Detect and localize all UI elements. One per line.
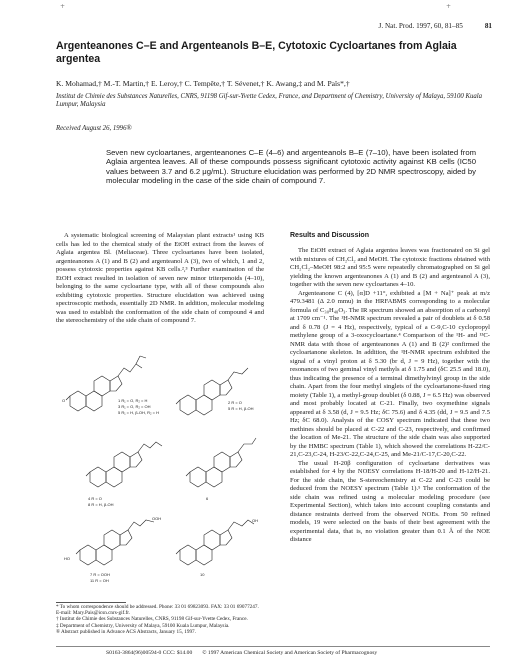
label-ho: HO xyxy=(64,556,70,561)
label-compound-10: 10 xyxy=(200,572,205,577)
copyright: © 1997 American Chemical Society and American Society of Pharmacognosy xyxy=(202,650,378,656)
results-paragraph-1: The EtOH extract of Aglaia argentea leaves was fractionated on Si gel with mixtures of CH₂Cl₂ and MeOH. The cytotoxic fractions obtained with CH₂Cl₂–MeOH 98:2 and 95:5 were repeatedly chromatographed on Si gel yielding the known argenteanones A (1) and B (2) and argenteanol A (3), together with the seven new cycloartanes 4–10. xyxy=(290,247,490,288)
label-compound-7: 7 R = OOH xyxy=(90,572,110,577)
doc-code: S0163-3864(96)00594-0 CCC: $14.00 xyxy=(106,650,193,656)
footnote-correspondence: * To whom correspondence should be addressed. Phone: 33 01 69823093. FAX: 33 01 69077247. E-mail: Mary.Pais@icsn.cnrs-gif.fr. xyxy=(56,604,259,617)
structure-labels xyxy=(62,398,258,583)
footnote-affiliation-1: † Institut de Chimie des Substances Naturelles, CNRS, 91198 Gif-sur-Yvette Cedex, France. xyxy=(56,616,248,623)
footnote-rule xyxy=(56,602,126,603)
structure-4-8 xyxy=(86,442,162,487)
label-compound-5b: 5 R = H, β-OH xyxy=(228,406,254,411)
registration-mark: + xyxy=(60,3,66,10)
abstract: Seven new cycloartanes, argenteanones C–E (4–6) and argenteanols B–E (7–10), have been isolated from Aglaia argentea leaves. All of these compounds possess significant cytotoxic activity against KB cells (IC50 values between 3.7 and 6.2 μg/mL). Structure elucidation was performed by 2D NMR spectroscopy, aided by molecular modeling in the case of the side chain of compound 7. xyxy=(106,148,476,185)
left-column-intro xyxy=(56,232,264,326)
structure-figure xyxy=(60,350,260,590)
publisher-line xyxy=(106,650,387,656)
structure-10 xyxy=(176,520,254,565)
structure-6 xyxy=(186,438,256,487)
label-compound-1: 1 R₁ = O, R₂ = H xyxy=(118,398,148,403)
journal-citation: J. Nat. Prod. 1997, 60, 81–85 xyxy=(378,22,463,30)
results-paragraph-3: The usual H-20β configuration of cycloartane derivatives was established for 4 by the NOESY correlations H-18/H-20 and H-12/H-21. For the side chain, the S-stereochemistry at C-22 and C-23 could be deduced from the NOESY spectrum (Table 1).⁵ The conformation of the side chain was refined using a molecular modeling procedure (see Experimental Section), which takes into account coupling constants and distance restraints derived from the observed NOEs. From 50 refined models, 19 were selected on the basis of their best agreement with the experimental data, that is, no violation greater than 0.1 Å of the NOE distance xyxy=(290,459,490,543)
label-compound-11: 11 R = OH xyxy=(90,578,109,583)
running-header xyxy=(379,22,492,30)
label-oh: OH xyxy=(252,518,258,523)
footnote-abstract-published: ® Abstract published in Advance ACS Abstracts, January 15, 1997. xyxy=(56,628,196,635)
right-column-results xyxy=(290,247,490,545)
label-compound-6: 6 xyxy=(206,496,209,501)
structure-skeletons xyxy=(66,356,256,565)
received-date: Received August 26, 1996® xyxy=(56,125,132,132)
label-ooh: OOH xyxy=(152,516,162,521)
footnote-affiliation-2: ‡ Department of Chemistry, University of Malaya, 59100 Kuala Lumpur, Malaysia. xyxy=(56,622,230,629)
article-title: Argenteanones C–E and Argenteanols B–E, Cytotoxic Cycloartanes from Aglaia argentea xyxy=(56,40,457,65)
page-number: 81 xyxy=(484,22,492,30)
label-compound-5a: 5 R₁ = H, β-OH, R₂ = H xyxy=(118,410,159,415)
registration-mark: + xyxy=(446,3,452,10)
intro-paragraph: A systematic biological screening of Malaysian plant extracts¹ using KB cells has led to the chemical study of the EtOH extract from the leaves of Aglaia argentea Bl. (Meliaceae). Three cycloartanes have been isolated, argenteanones A (1) and B (2) and argenteanol A (3), two of which, 1 and 2, possess cytotoxic properties against KB cells.²,³ Further examination of the EtOH extract resulted in isolation of seven new minor triterpenoids (4–10), belonging to the same cycloartane type, with all of these compounds also exhibiting cytotoxic properties. Structure elucidation was achieved using spectroscopic methods, essentially 2D NMR. In addition, molecular modeling was used to establish the conformation of the side chain of compound 4 and the stereochemistry of the side chain of compound 7. xyxy=(56,232,264,324)
label-compound-2: 2 R = O xyxy=(228,400,242,405)
results-paragraph-2: Argenteanone C (4), [α]D +11°, exhibited a [M + Na]⁺ peak at m/z 479.3481 (Δ 2.0 mmu) in the HRFABMS corresponding to a molecular formula of C₃₀H₄₈O₃. The IR spectrum showed an absorption of a carbonyl at 1709 cm⁻¹. The ¹H-NMR spectrum revealed a pair of doublets at δ 0.58 and δ 0.78 (J = 4 Hz), respectively, typical of a C-9,C-10 cyclopropyl methylene group of a 3-oxocycloartane.⁴ Comparison of the ¹H- and ¹³C-NMR data with those of argenteanones A (1) and B (2)² confirmed the cycloartanone skeleton. In addition, the ¹H-NMR spectrum exhibited the signal of a vinyl proton at δ 5.30 (br d, J = 9 Hz), together with the resonances of two geminal vinyl methyls at δ 1.75 and (δC 25.5 and 18.0), thus indicating the presence of a terminal dimethylvinyl group in the side chain. Apart from the four methyl singlets of the cycloartanone-fused ring moiety (Table 1), a methyl-group doublet (δ 0.88, J = 6.5 Hz) was observed and most probably located at C-21. Finally, two oxymethine signals appeared at δ 3.58 (d, J = 9.5 Hz; δC 75.6) and δ 4.35 (dd, J = 9.5 and 7.5 Hz; δC 68.0). Analysis of the COSY spectrum indicated that these two methines should be placed at C-22 and C-23, respectively, and confirmed the location of Me-21. The structure of the side chain was also supported by the HMBC spectrum (Table 1), which showed the correlations H-22/C-21,C-23,C-24, H-23/C-22,C-24,C-25, and Me-21/C-17,C-20,C-22. xyxy=(290,289,490,458)
label-compound-4: 4 R = O xyxy=(88,496,102,501)
structure-7-11 xyxy=(76,520,154,565)
affiliation: Institut de Chimie des Substances Naturelles, CNRS, 91198 Gif-sur-Yvette Cedex, France, and Department of Chemistry, University of Malaya, 59100 Kuala Lumpur, Malaysia xyxy=(56,93,483,108)
author-list: K. Mohamad,† M.-T. Martin,† E. Leroy,† C. Tempête,† T. Sévenet,† K. Awang,‡ and M. Païs*,† xyxy=(56,79,350,88)
label-o: O xyxy=(62,398,66,403)
footnotes xyxy=(56,604,264,635)
bottom-rule xyxy=(56,646,490,647)
section-heading: Results and Discussion xyxy=(290,232,369,239)
label-compound-8: 8 R = H, β-OH xyxy=(88,502,114,507)
label-compound-3: 3 R₁ = O, R₂ = OH xyxy=(118,404,151,409)
